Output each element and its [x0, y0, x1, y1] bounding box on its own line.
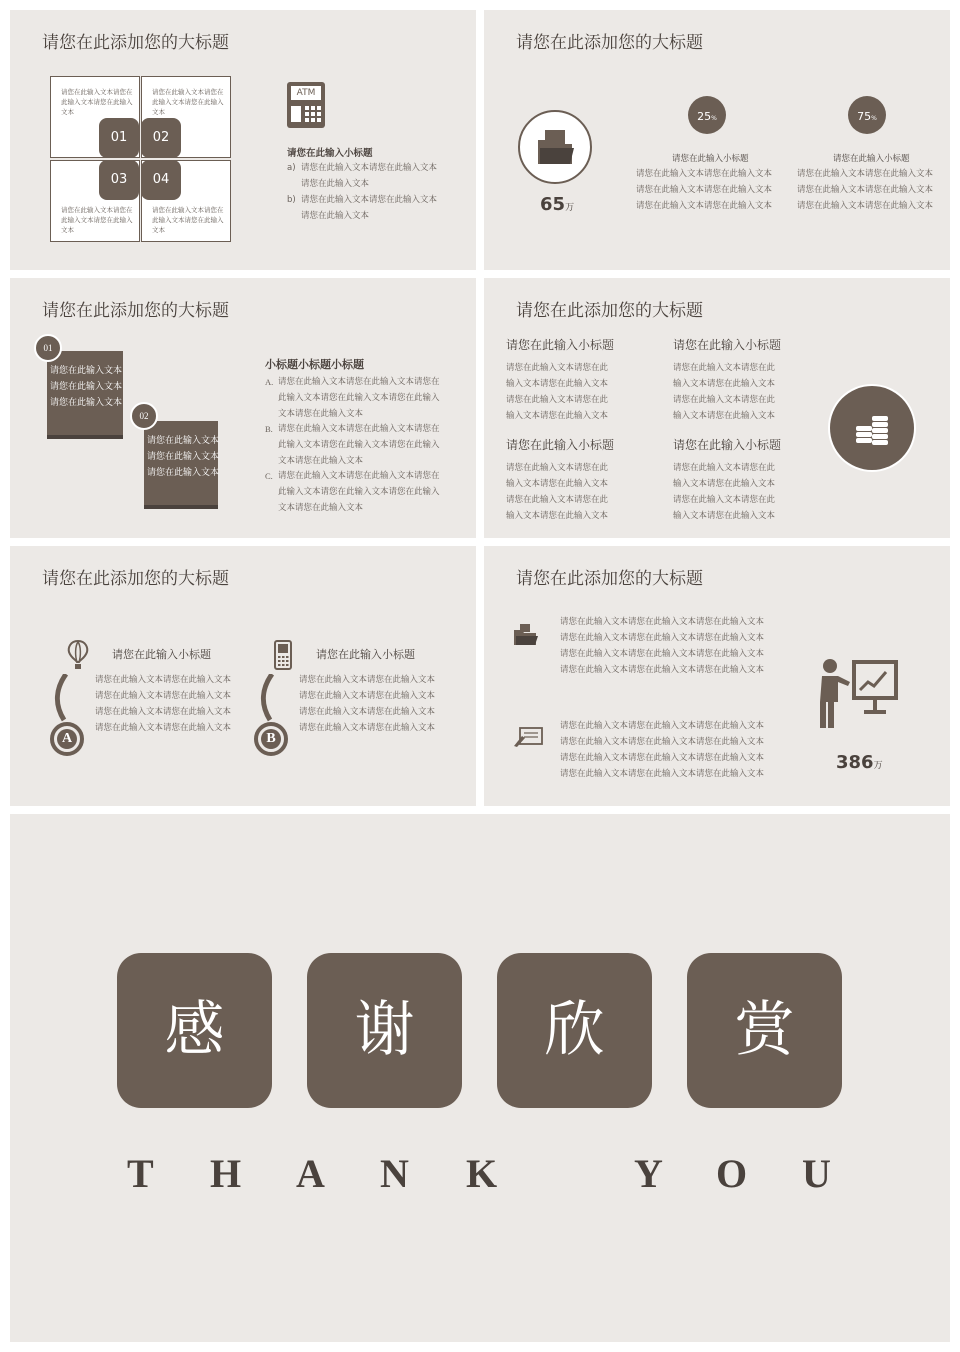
pct-badge-75: [848, 96, 886, 134]
item-line: 文本请您在此输入文本: [278, 409, 364, 419]
box-line: 请您在此输入文本: [50, 366, 123, 376]
folder-icon: [520, 112, 590, 182]
slide-6: [484, 546, 950, 806]
letter-badge-b: [254, 722, 288, 756]
box-line: 请您在此输入文本: [50, 382, 123, 392]
coins-icon: [830, 386, 914, 470]
g2-line: 请您在此输入文本请您在此输入文本请您在此输入文本: [560, 753, 765, 763]
g1-line: 请您在此输入文本请您在此输入文本请您在此输入文本: [560, 649, 765, 659]
subtitle: 请您在此输入小标题: [287, 148, 373, 159]
num-badge-01: 01: [99, 118, 139, 158]
letter-y: Y: [634, 1151, 663, 1196]
block-subtitle: 请您在此输入小标题: [506, 438, 615, 452]
col1-line: 请您在此输入文本请您在此输入文本: [636, 185, 773, 195]
g2-line: 请您在此输入文本请您在此输入文本请您在此输入文本: [560, 721, 765, 731]
col1-line: 请您在此输入文本请您在此输入文本: [636, 169, 773, 179]
num-badge-04: 04: [141, 160, 181, 200]
col1-line: 请您在此输入文本请您在此输入文本: [636, 201, 773, 211]
slide-title: 请您在此添加您的大标题: [42, 33, 229, 53]
slide-title: 请您在此添加您的大标题: [42, 301, 229, 321]
item-marker: a): [287, 163, 296, 173]
block-line: 请您在此输入文本请您在此: [506, 363, 609, 373]
block-subtitle: 请您在此输入小标题: [673, 338, 782, 352]
value-number: 65: [540, 194, 566, 215]
item-line: 请您在此输入文本请您在此输入文本请您在: [278, 377, 440, 387]
num-badge-02: 02: [141, 118, 181, 158]
block-line: 请您在此输入文本请您在此: [673, 463, 776, 473]
pct-value: 25: [697, 110, 712, 123]
folder-icon: [512, 622, 538, 648]
slide-4: [484, 278, 950, 538]
cell-text: 请您在此输入文本请您在此输入文本请您在此输入文本: [152, 206, 224, 234]
letter-h: H: [210, 1151, 242, 1196]
value-unit: 万: [873, 761, 883, 771]
text-box-01: [47, 351, 123, 435]
slide-2: [484, 10, 950, 270]
box-line: 请您在此输入文本: [147, 436, 220, 446]
block-subtitle: 请您在此输入小标题: [506, 338, 615, 352]
g1-line: 请您在此输入文本请您在此输入文本请您在此输入文本: [560, 665, 765, 675]
value-unit: 万: [565, 203, 575, 213]
thanks-char-4: 赏: [687, 953, 842, 1108]
block-line: 输入文本请您在此输入文本: [506, 479, 609, 489]
item-line: 文本请您在此输入文本: [278, 456, 364, 466]
item-line: 请您在此输入文本: [301, 211, 370, 221]
slide-3: [10, 278, 476, 538]
g1-line: 请您在此输入文本请您在此输入文本请您在此输入文本: [560, 617, 765, 627]
block-line: 输入文本请您在此输入文本: [506, 379, 609, 389]
cell-text: 请您在此输入文本请您在此输入文本请您在此输入文本: [61, 206, 133, 234]
item-line: 请您在此输入文本请您在此输入文本: [301, 195, 438, 205]
col-a-line: 请您在此输入文本请您在此输入文本: [95, 707, 232, 717]
col-b-line: 请您在此输入文本请您在此输入文本: [299, 691, 436, 701]
presentation-icon: [816, 656, 900, 736]
item-line: 请您在此输入文本请您在此输入文本请您在: [278, 471, 440, 481]
thanks-char-3: 欣: [497, 953, 652, 1108]
slide-5: [10, 546, 476, 806]
col1-subtitle: 请您在此输入小标题: [672, 154, 749, 164]
value-386: [836, 752, 883, 773]
box-line: 请您在此输入文本: [147, 452, 220, 462]
pct-sign: %: [871, 115, 877, 122]
col2-line: 请您在此输入文本请您在此输入文本: [797, 169, 934, 179]
item-line: 此输入文本请您在此输入文本请您在此输入: [278, 393, 440, 403]
block-line: 输入文本请您在此输入文本: [673, 379, 776, 389]
letter-o: O: [716, 1151, 748, 1196]
col-b-line: 请您在此输入文本请您在此输入文本: [299, 707, 436, 717]
letter-badge-a: [50, 722, 84, 756]
block-subtitle: 请您在此输入小标题: [673, 438, 782, 452]
box-line: 请您在此输入文本: [50, 398, 123, 408]
item-marker: A.: [265, 377, 274, 387]
col2-line: 请您在此输入文本请您在此输入文本: [797, 185, 934, 195]
text-box-02: [144, 421, 218, 505]
atm-label: ATM: [296, 88, 316, 98]
item-marker: C.: [265, 471, 273, 481]
block-line: 输入文本请您在此输入文本: [673, 411, 776, 421]
atm-icon: [287, 82, 325, 128]
thanks-char-2: 谢: [307, 953, 462, 1108]
subtitle: 小标题小标题小标题: [265, 358, 364, 371]
col2-subtitle: 请您在此输入小标题: [833, 154, 910, 164]
block-line: 请您在此输入文本请您在此: [673, 363, 776, 373]
letter-badge-inner: A: [57, 729, 77, 749]
block-line: 输入文本请您在此输入文本: [506, 511, 609, 521]
col-b-line: 请您在此输入文本请您在此输入文本: [299, 675, 436, 685]
letter-k: K: [466, 1151, 498, 1196]
block-line: 请您在此输入文本请您在此: [506, 395, 609, 405]
slide-title: 请您在此添加您的大标题: [516, 301, 703, 321]
col-b-line: 请您在此输入文本请您在此输入文本: [299, 723, 436, 733]
block-line: 输入文本请您在此输入文本: [506, 411, 609, 421]
item-line: 文本请您在此输入文本: [278, 503, 364, 513]
value-65: [540, 194, 574, 215]
item-line: 此输入文本请您在此输入文本请您在此输入: [278, 440, 440, 450]
g2-line: 请您在此输入文本请您在此输入文本请您在此输入文本: [560, 737, 765, 747]
item-line: 请您在此输入文本: [301, 179, 370, 189]
thanks-char-1: 感: [117, 953, 272, 1108]
cell-text: 请您在此输入文本请您在此输入文本请您在此输入文本: [152, 88, 224, 116]
col-a-line: 请您在此输入文本请您在此输入文本: [95, 723, 232, 733]
slide-title: 请您在此添加您的大标题: [516, 33, 703, 53]
block-line: 请您在此输入文本请您在此: [506, 495, 609, 505]
letter-n: N: [380, 1151, 409, 1196]
item-marker: B.: [265, 424, 273, 434]
g2-line: 请您在此输入文本请您在此输入文本请您在此输入文本: [560, 769, 765, 779]
g1-line: 请您在此输入文本请您在此输入文本请您在此输入文本: [560, 633, 765, 643]
box-line: 请您在此输入文本: [147, 468, 220, 478]
block-line: 输入文本请您在此输入文本: [673, 479, 776, 489]
block-line: 请您在此输入文本请您在此: [673, 495, 776, 505]
cell-text: 请您在此输入文本请您在此输入文本请您在此输入文本: [61, 88, 133, 116]
letter-badge-inner: B: [261, 729, 281, 749]
slide-title: 请您在此添加您的大标题: [516, 569, 703, 589]
pct-sign: %: [711, 115, 717, 122]
tag-02: 02: [130, 402, 158, 430]
value-number: 386: [836, 752, 874, 773]
block-line: 输入文本请您在此输入文本: [673, 511, 776, 521]
letter-a: A: [296, 1151, 325, 1196]
balloon-icon: [66, 640, 90, 670]
col-a-line: 请您在此输入文本请您在此输入文本: [95, 675, 232, 685]
slide-title: 请您在此添加您的大标题: [42, 569, 229, 589]
col-b-subtitle: 请您在此输入小标题: [316, 648, 415, 661]
item-marker: b): [287, 195, 296, 205]
num-badge-03: 03: [99, 160, 139, 200]
letter-u: U: [802, 1151, 831, 1196]
pct-badge-25: [688, 96, 726, 134]
coins-circle: [830, 386, 914, 470]
tag-01: 01: [34, 334, 62, 362]
slide-1: [10, 10, 476, 270]
col-a-line: 请您在此输入文本请您在此输入文本: [95, 691, 232, 701]
pct-value: 75: [857, 110, 872, 123]
folder-circle: [518, 110, 592, 184]
block-line: 请您在此输入文本请您在此: [506, 463, 609, 473]
col2-line: 请您在此输入文本请您在此输入文本: [797, 201, 934, 211]
item-line: 请您在此输入文本请您在此输入文本: [301, 163, 438, 173]
block-line: 请您在此输入文本请您在此: [673, 395, 776, 405]
col-a-subtitle: 请您在此输入小标题: [112, 648, 211, 661]
phone-icon: [274, 640, 292, 670]
sign-pen-icon: [512, 724, 544, 748]
item-line: 请您在此输入文本请您在此输入文本请您在: [278, 424, 440, 434]
letter-t: T: [127, 1151, 154, 1196]
item-line: 此输入文本请您在此输入文本请您在此输入: [278, 487, 440, 497]
